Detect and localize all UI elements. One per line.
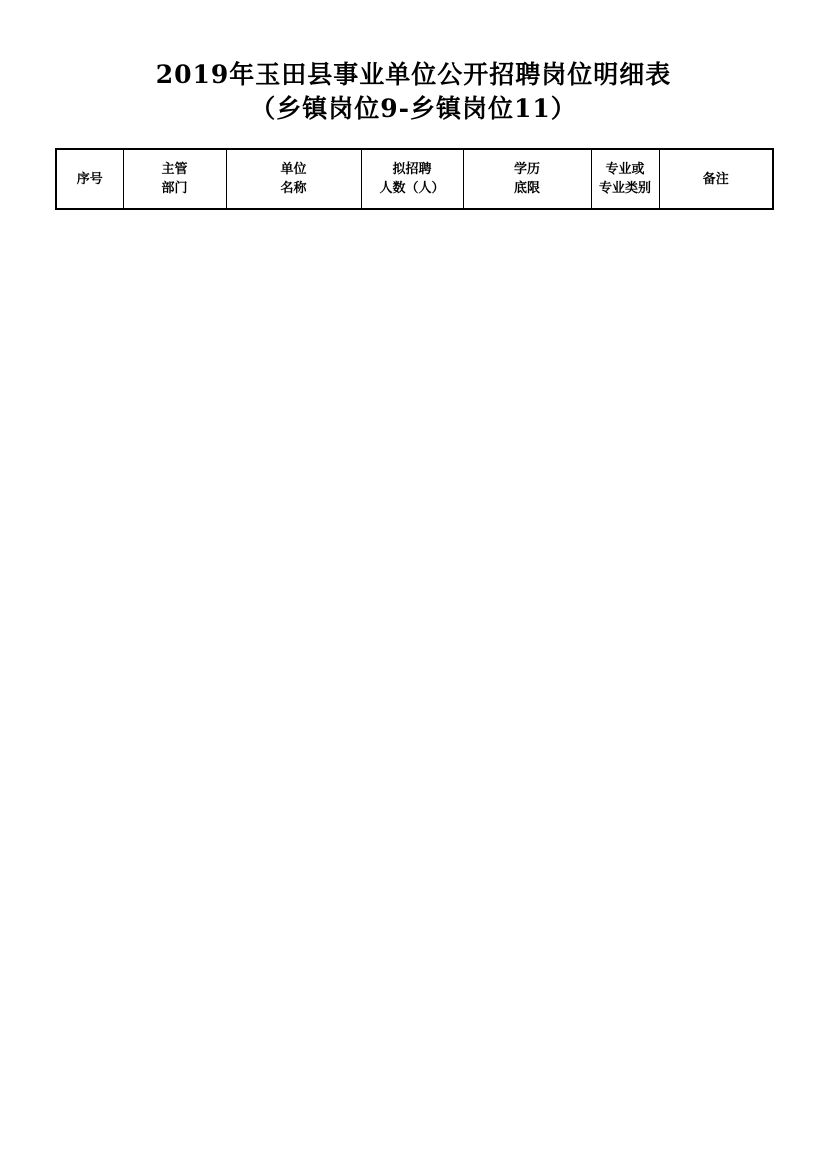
table-header <box>56 149 773 209</box>
header-unit <box>226 149 361 209</box>
header-major-line2: 专业类别 <box>598 181 651 196</box>
header-major <box>591 149 659 209</box>
header-education-line2: 底限 <box>513 181 540 196</box>
header-count <box>361 149 463 209</box>
header-dept-line1: 主管 <box>161 162 188 177</box>
header-remark: 备注 <box>659 149 773 209</box>
header-education <box>463 149 591 209</box>
title-line-1: 2019年玉田县事业单位公开招聘岗位明细表 <box>155 60 672 89</box>
header-count-line2: 人数（人） <box>379 181 445 196</box>
document-title <box>0 0 827 126</box>
header-unit-line1: 单位 <box>280 162 307 177</box>
job-detail-table-container <box>55 148 772 210</box>
header-dept <box>123 149 226 209</box>
header-count-line1: 拟招聘 <box>392 162 432 177</box>
header-unit-line2: 名称 <box>280 181 307 196</box>
header-major-line1: 专业或 <box>605 162 645 177</box>
header-row <box>56 149 773 209</box>
header-education-line1: 学历 <box>513 162 540 177</box>
header-dept-line2: 部门 <box>161 181 188 196</box>
title-line-2: （乡镇岗位9-乡镇岗位11） <box>250 94 577 123</box>
job-detail-table <box>55 148 774 210</box>
header-seq: 序号 <box>56 149 123 209</box>
